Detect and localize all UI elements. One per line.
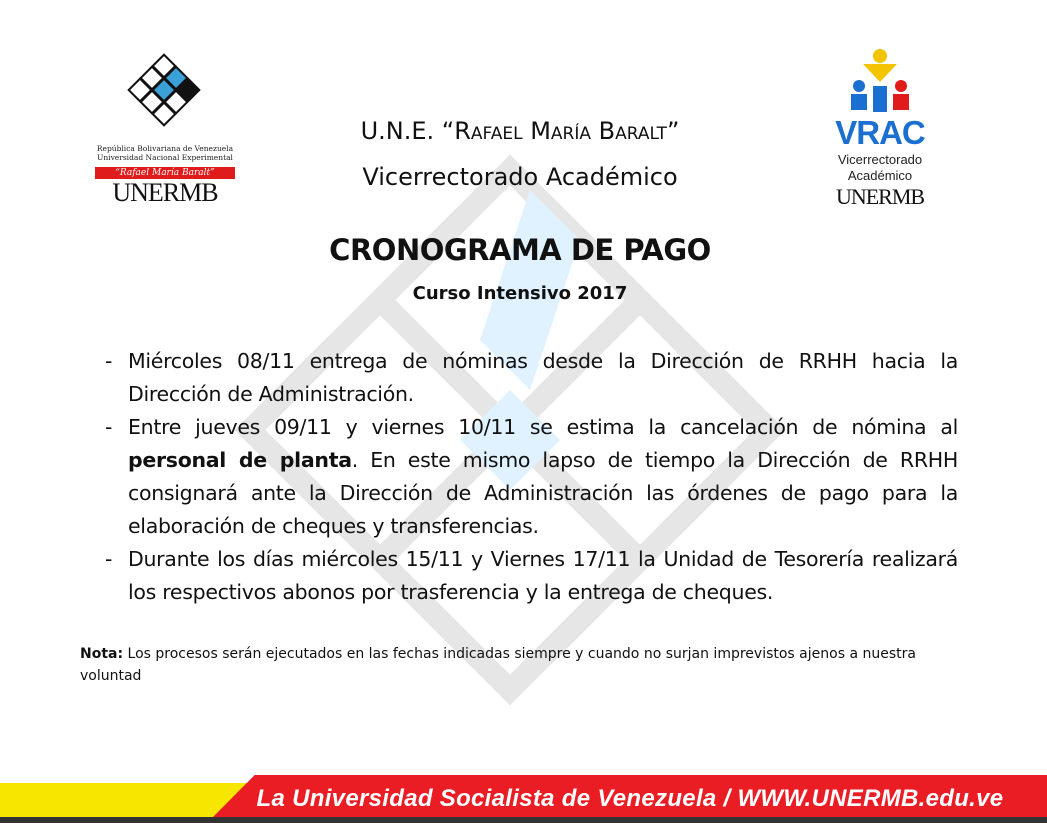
header-line1 [300,108,740,154]
item-text: Durante los días miércoles 15/11 y Viernes 17/11 la Unidad de Tesorería realizará los respectivos abonos por trasferencia y la entrega de cheques. [128,547,958,604]
schedule-list [100,345,958,609]
logo-left-band: “Rafael María Baralt” [95,167,235,179]
logo-left-line1: República Bolivariana de Venezuela [96,144,234,153]
bullet: - [105,547,113,571]
header-suffix: ” [666,117,680,145]
vrac-sub2: Académico [847,168,913,183]
logo-left-line2: Universidad Nacional Experimental [97,153,233,162]
vrac-unermb: UNERMB [835,184,925,209]
logo-left-name: UNERMB [112,178,218,207]
footer-text: La Universidad Socialista de Venezuela / WWW.UNERMB.edu.ve [256,785,1004,812]
footer-banner [0,775,1047,823]
diamond-grid-icon [120,52,210,142]
note [80,643,950,687]
list-item [100,345,958,411]
bullet: - [105,415,113,439]
header-line2: Vicerrectorado Académico [362,163,678,191]
document-header [300,108,740,200]
document-subtitle: Curso Intensivo 2017 [412,283,628,304]
vrac-logo-right [810,48,950,213]
list-item [100,411,958,543]
note-text: Los procesos serán ejecutados en las fechas indicadas siempre y cuando no surjan imprevistos ajenos a nuestra voluntad [80,646,916,684]
vrac-name: VRAC [835,114,925,151]
footer-bottom-line [0,817,1047,823]
people-figure-icon [845,48,915,114]
bullet: - [105,349,113,373]
unermb-logo-left [85,52,245,212]
vrac-sub1: Vicerrectorado [837,152,923,167]
item-text: Miércoles 08/11 entrega de nóminas desde la Dirección de RRHH hacia la Dirección de Administración. [128,349,958,406]
note-label: Nota: [80,646,124,662]
header-university-name: Rafael María Baralt [454,117,667,145]
item-text: Entre jueves 09/11 y viernes 10/11 se estima la cancelación de nómina al [128,415,958,439]
header-prefix: U.N.E. “ [360,117,455,145]
list-item [100,543,958,609]
document-title: CRONOGRAMA DE PAGO [329,233,711,267]
item-bold-text: personal de planta [128,448,352,472]
item-text: . En este mismo lapso de tiempo la Dirección de RRHH consignará ante la Dirección de Administración las órdenes de pago para la elaboración de cheques y transferencias. [128,448,958,538]
